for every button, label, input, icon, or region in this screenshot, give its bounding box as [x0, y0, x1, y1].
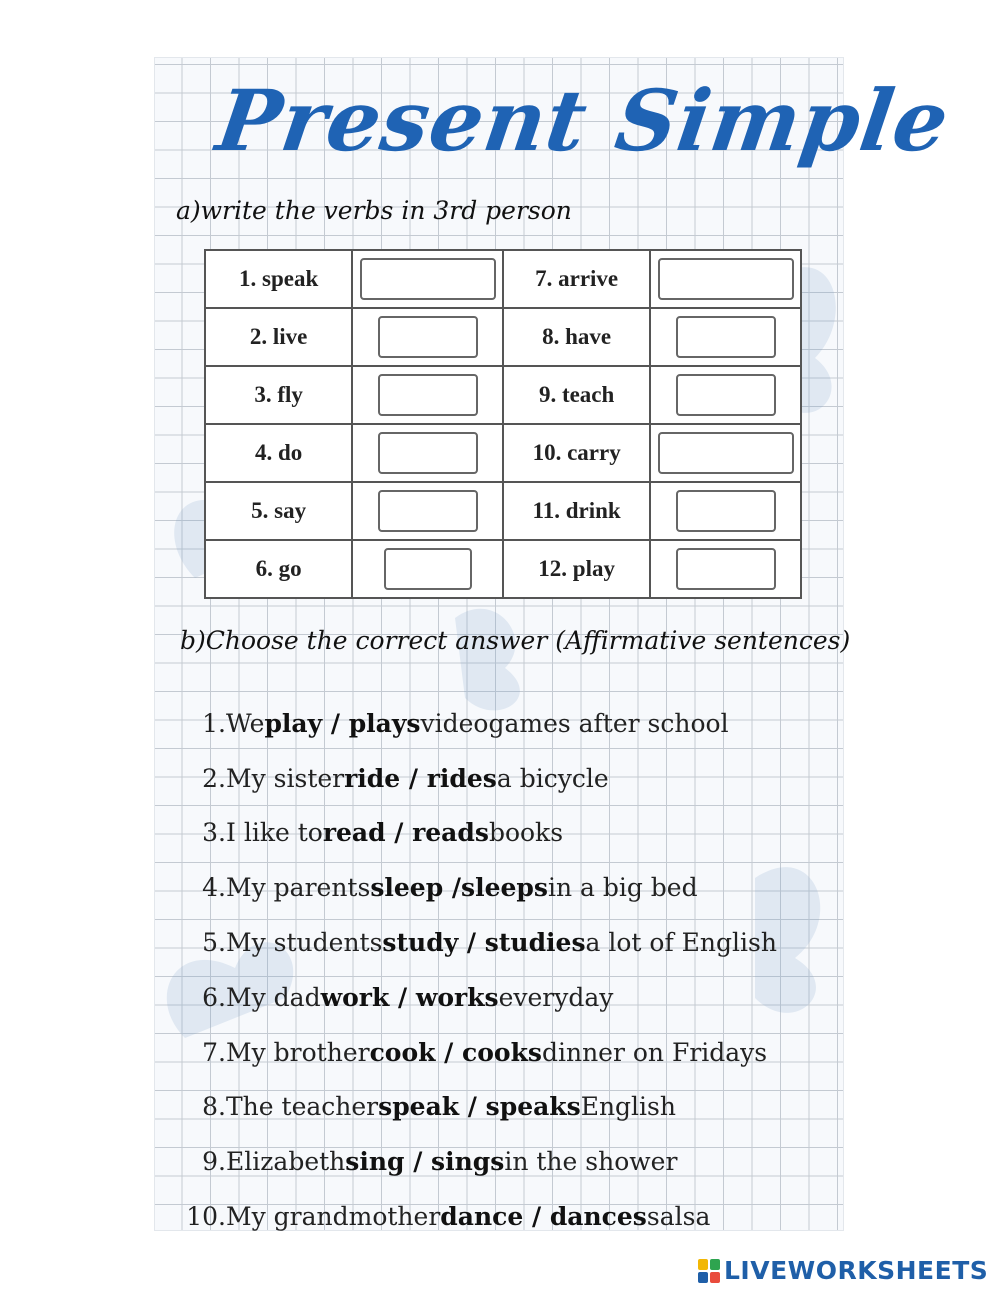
list-item: 2. My sister ride / rides a bicycle — [202, 763, 609, 793]
section-a-heading: a)write the verbs in 3rd person — [176, 196, 572, 225]
choice-options[interactable]: sing / sings — [345, 1147, 505, 1177]
sentence-list — [180, 696, 777, 1244]
list-item: 9. Elizabeth sing / sings in the shower — [202, 1147, 678, 1177]
choice-options[interactable]: play / plays — [264, 708, 421, 738]
verb-label: 12. play — [503, 540, 650, 598]
verb-label: 5. say — [205, 482, 352, 540]
choice-options[interactable]: speak / speaks — [378, 1092, 581, 1122]
page-title: Present Simple — [211, 71, 956, 170]
section-b-heading: b)Choose the correct answer (Affirmative sentences) — [180, 626, 851, 655]
list-item: 1. We play / plays videogames after school — [202, 708, 729, 738]
list-item: 8. The teacher speak / speaks English — [202, 1092, 676, 1122]
liveworksheets-logo[interactable] — [698, 1256, 988, 1285]
answer-input[interactable] — [384, 548, 472, 590]
choice-options[interactable]: work / works — [320, 982, 499, 1012]
verb-label: 8. have — [503, 308, 650, 366]
verb-label: 7. arrive — [503, 250, 650, 308]
table-row — [205, 540, 801, 598]
verb-label: 2. live — [205, 308, 352, 366]
verb-label: 3. fly — [205, 366, 352, 424]
logo-square — [698, 1272, 708, 1283]
list-item: 3. I like to read / reads books — [202, 818, 564, 848]
verb-label: 1. speak — [205, 250, 352, 308]
logo-icon — [698, 1259, 720, 1283]
table-row — [205, 424, 801, 482]
verb-label: 6. go — [205, 540, 352, 598]
logo-square — [710, 1259, 720, 1270]
verb-label: 10. carry — [503, 424, 650, 482]
list-item: 4. My parents sleep /sleeps in a big bed — [202, 873, 698, 903]
verb-table — [204, 249, 802, 599]
verb-label: 11. drink — [503, 482, 650, 540]
logo-square — [710, 1272, 720, 1283]
list-item: 7. My brother cook / cooks dinner on Fridays — [202, 1037, 768, 1067]
answer-input[interactable] — [658, 432, 794, 474]
choice-options[interactable]: read / reads — [322, 818, 489, 848]
answer-input[interactable] — [676, 374, 776, 416]
answer-input[interactable] — [658, 258, 794, 300]
list-item: 6. My dad work / works everyday — [202, 982, 614, 1012]
choice-options[interactable]: ride / rides — [344, 763, 497, 793]
table-row — [205, 482, 801, 540]
answer-input[interactable] — [378, 490, 478, 532]
choice-options[interactable]: dance / dances — [440, 1202, 647, 1232]
answer-input[interactable] — [378, 432, 478, 474]
verb-label: 9. teach — [503, 366, 650, 424]
verb-label: 4. do — [205, 424, 352, 482]
list-item: 5. My students study / studies a lot of English — [202, 928, 777, 958]
choice-options[interactable]: sleep /sleeps — [370, 873, 548, 903]
table-row — [205, 250, 801, 308]
table-row — [205, 366, 801, 424]
choice-options[interactable]: cook / cooks — [369, 1037, 542, 1067]
answer-input[interactable] — [676, 548, 776, 590]
answer-input[interactable] — [378, 374, 478, 416]
choice-options[interactable]: study / studies — [382, 928, 586, 958]
answer-input[interactable] — [360, 258, 496, 300]
answer-input[interactable] — [676, 316, 776, 358]
answer-input[interactable] — [676, 490, 776, 532]
answer-input[interactable] — [378, 316, 478, 358]
list-item: 10. My grandmother dance / dances salsa — [186, 1202, 711, 1232]
table-row — [205, 308, 801, 366]
logo-square — [698, 1259, 708, 1270]
logo-text: LIVEWORKSHEETS — [724, 1256, 989, 1285]
